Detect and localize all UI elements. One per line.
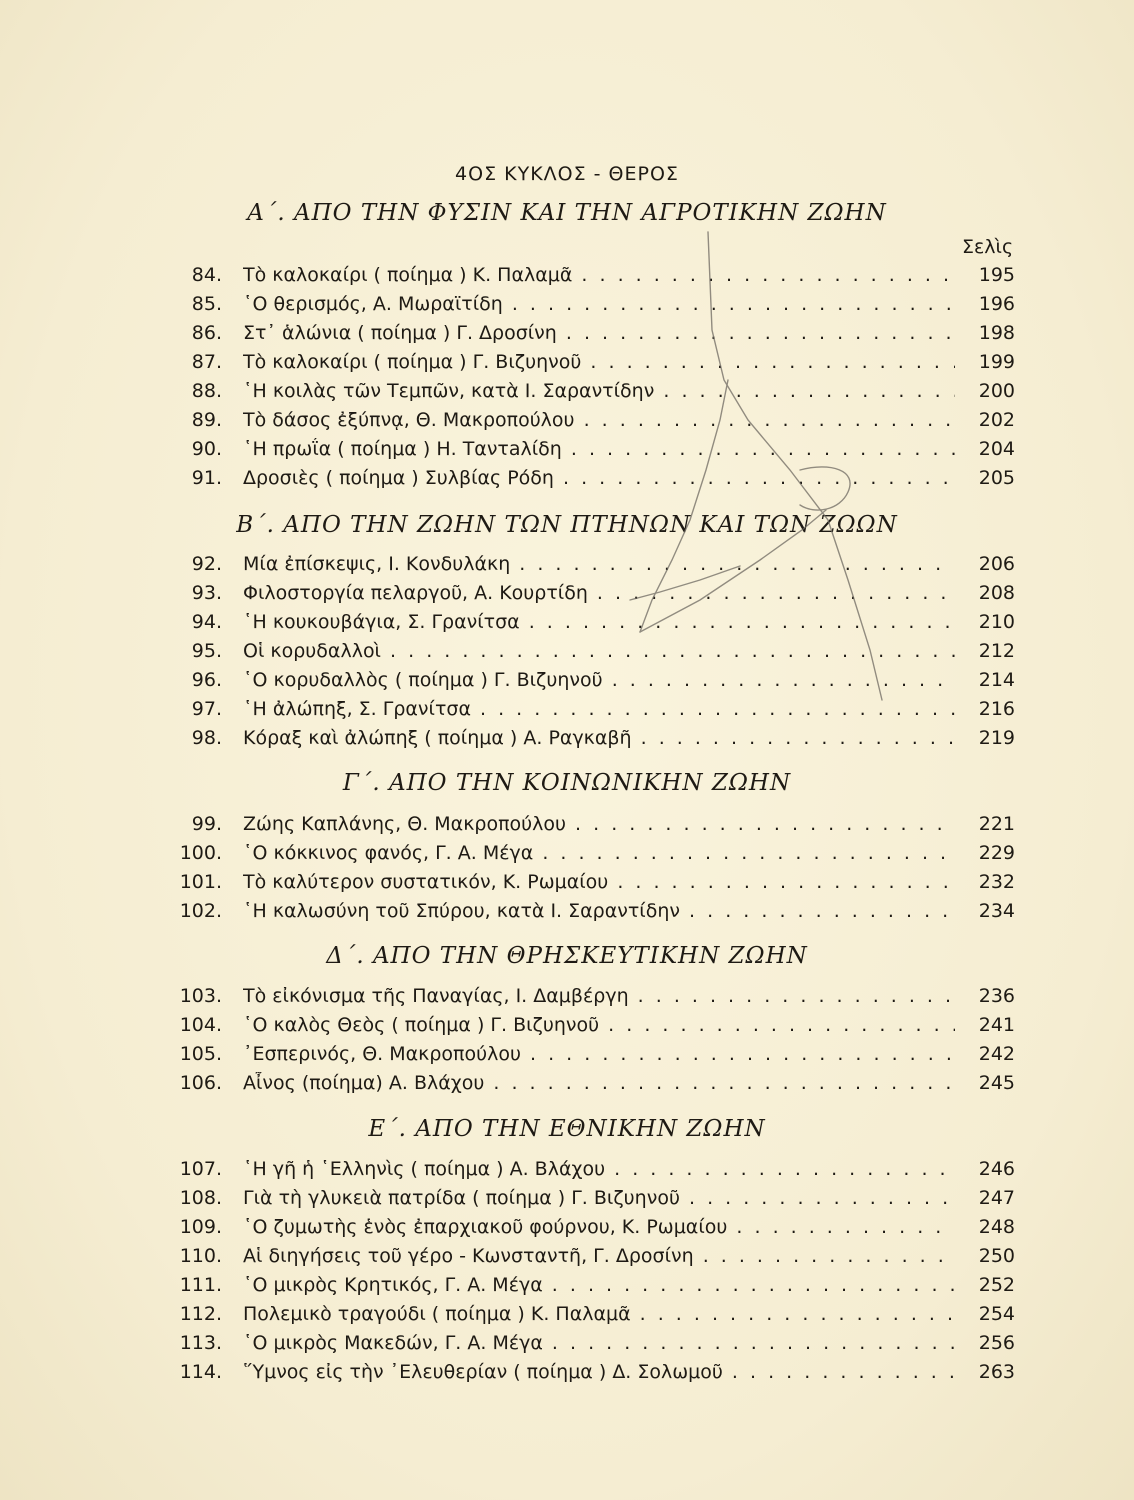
entry-number: 97. [191,698,222,720]
entry-number: 86. [191,322,222,344]
entry-page: 252 [978,1274,1015,1296]
entry-page: 229 [978,842,1015,864]
entry-number: 87. [191,351,222,373]
entry-page: 202 [978,409,1015,431]
section-heading: Ε΄. ΑΠΟ ΤΗΝ ΕΘΝΙΚΗΝ ΖΩΗΝ [368,1116,766,1142]
entry-title: ῾Ο κορυδαλλὸς ( ποίημα ) Γ. Βιζυηνοῦ . . . [243,669,955,691]
entry-page: 199 [978,351,1015,373]
entry-title: ῾Η κοιλὰς τῶν Τεμπῶν, κατὰ Ι. Σαραντίδην . . . [243,380,955,402]
toc-entry [0,1041,1134,1070]
toc-entry [0,1243,1134,1272]
entry-page: 242 [978,1043,1015,1065]
toc-entry [0,869,1134,898]
toc-entry [0,436,1134,465]
section-heading: Γ΄. ΑΠΟ ΤΗΝ ΚΟΙΝΩΝΙΚΗΝ ΖΩΗΝ [342,770,792,796]
toc-entry [0,638,1134,667]
entry-page: 216 [978,698,1015,720]
entry-number: 96. [191,669,222,691]
entry-title: Πολεμικὸ τραγούδι ( ποίημα ) Κ. Παλαμᾶ . . . [243,1303,955,1325]
toc-entry [0,1330,1134,1359]
entry-number: 109. [179,1216,222,1238]
toc-entry [0,1070,1134,1099]
entry-page: 195 [978,264,1015,286]
toc-entry [0,320,1134,349]
entry-page: 232 [978,871,1015,893]
entry-number: 111. [179,1274,222,1296]
entry-page: 234 [978,900,1015,922]
section-heading: Α΄. ΑΠΟ ΤΗΝ ΦΥΣΙΝ ΚΑΙ ΤΗΝ ΑΓΡΟΤΙΚΗΝ ΖΩΗΝ [247,200,887,226]
entry-page: 206 [978,553,1015,575]
entry-page: 208 [978,582,1015,604]
entry-page: 241 [978,1014,1015,1036]
entry-title: ῞Υμνος εἰς τὴν ᾿Ελευθερίαν ( ποίημα ) Δ. Σολωμοῦ . . . [243,1361,955,1383]
toc-entry [0,667,1134,696]
entry-number: 94. [191,611,222,633]
entry-title: Τὸ εἰκόνισμα τῆς Παναγίας, Ι. Δαμβέργη . . . [243,985,955,1007]
entry-number: 90. [191,438,222,460]
entry-page: 256 [978,1332,1015,1354]
section-heading: Β΄. ΑΠΟ ΤΗΝ ΖΩΗΝ ΤΩΝ ΠΤΗΝΩΝ ΚΑΙ ΤΩΝ ΖΩΩΝ [236,512,898,538]
entry-page: 204 [978,438,1015,460]
entry-page: 196 [978,293,1015,315]
entry-title: Αἶνος (ποίημα) Α. Βλάχου . . . [243,1072,955,1094]
cycle-header: 4ΟΣ ΚΥΚΛΟΣ - ΘΕΡΟΣ [455,163,679,185]
pages-column-label: Σελὶς [962,236,1014,258]
entry-number: 91. [191,467,222,489]
entry-title: Τὸ καλοκαίρι ( ποίημα ) Γ. Βιζυηνοῦ . . . [243,351,955,373]
entry-title: Οἱ κορυδαλλοὶ . . . [243,640,955,662]
entry-page: 214 [978,669,1015,691]
toc-entry [0,349,1134,378]
entry-number: 106. [179,1072,222,1094]
entry-number: 93. [191,582,222,604]
toc-entry [0,1214,1134,1243]
entry-title: ῾Η καλωσύνη τοῦ Σπύρου, κατὰ Ι. Σαραντίδην . . . [243,900,955,922]
entry-number: 105. [179,1043,222,1065]
toc-entry [0,983,1134,1012]
entry-title: ῾Ο ζυμωτὴς ἑνὸς ἐπαρχιακοῦ φούρνου, Κ. Ρωμαίου . . . [243,1216,955,1238]
entry-number: 113. [179,1332,222,1354]
entry-number: 104. [179,1014,222,1036]
entry-number: 110. [179,1245,222,1267]
toc-entry [0,898,1134,927]
entry-number: 92. [191,553,222,575]
entry-title: Μία ἐπίσκεψις, Ι. Κονδυλάκη . . . [243,553,955,575]
entry-title: Γιὰ τὴ γλυκειὰ πατρίδα ( ποίημα ) Γ. Βιζυηνοῦ . . . [243,1187,955,1209]
entry-title: ᾿Εσπερινός, Θ. Μακροπούλου . . . [243,1043,955,1065]
entry-page: 246 [978,1158,1015,1180]
entry-title: Ζώης Καπλάνης, Θ. Μακροπούλου . . . [243,813,955,835]
entry-title: ῾Η πρωΐα ( ποίημα ) Η. Ταντaλίδη . . . [243,438,955,460]
entry-number: 114. [179,1361,222,1383]
entry-page: 263 [978,1361,1015,1383]
entry-title: ῾Η ἀλώπηξ, Σ. Γρανίτσα . . . [243,698,955,720]
toc-entry [0,580,1134,609]
entry-number: 99. [191,813,222,835]
toc-entry [0,725,1134,754]
entry-number: 85. [191,293,222,315]
entry-page: 210 [978,611,1015,633]
section-heading: Δ΄. ΑΠΟ ΤΗΝ ΘΡΗΣΚΕΥΤΙΚΗΝ ΖΩΗΝ [326,943,808,969]
toc-entry [0,609,1134,638]
toc-entry [0,1272,1134,1301]
entry-number: 89. [191,409,222,431]
entry-page: 248 [978,1216,1015,1238]
entry-page: 219 [978,727,1015,749]
entry-title: Τὸ καλοκαίρι ( ποίημα ) Κ. Παλαμᾶ . . . [243,264,955,286]
entry-title: ῾Ο μικρὸς Κρητικός, Γ. Α. Μέγα . . . [243,1274,955,1296]
entry-page: 221 [978,813,1015,835]
entry-title: Στ᾿ ἁλώνια ( ποίημα ) Γ. Δροσίνη . . . [243,322,955,344]
entry-title: ῾Ο καλὸς Θεὸς ( ποίημα ) Γ. Βιζυηνοῦ . . . [243,1014,955,1036]
entry-page: 212 [978,640,1015,662]
toc-entry [0,1359,1134,1388]
toc-entry [0,1012,1134,1041]
entry-title: Τὸ δάσος ἐξύπνᾳ, Θ. Μακροπούλου . . . [243,409,955,431]
toc-entry [0,291,1134,320]
entry-page: 236 [978,985,1015,1007]
entry-number: 102. [179,900,222,922]
toc-entry [0,1185,1134,1214]
entry-number: 100. [179,842,222,864]
entry-number: 103. [179,985,222,1007]
entry-page: 247 [978,1187,1015,1209]
toc-entry [0,1156,1134,1185]
entry-number: 95. [191,640,222,662]
entry-title: Κόραξ καὶ ἀλώπηξ ( ποίημα ) Α. Ραγκαβῆ . . . [243,727,955,749]
toc-entry [0,1301,1134,1330]
entry-number: 84. [191,264,222,286]
entry-title: Δροσιὲς ( ποίημα ) Συλβίας Ρόδη . . . [243,467,955,489]
entry-number: 88. [191,380,222,402]
toc-entry [0,840,1134,869]
entry-title: Τὸ καλύτερον συστατικόν, Κ. Ρωμαίου . . . [243,871,955,893]
toc-entry [0,378,1134,407]
entry-title: ῾Ο μικρὸς Μακεδών, Γ. Α. Μέγα . . . [243,1332,955,1354]
entry-number: 108. [179,1187,222,1209]
toc-entry [0,551,1134,580]
entry-number: 101. [179,871,222,893]
entry-title: ῾Η κουκουβάγια, Σ. Γρανίτσα . . . [243,611,955,633]
toc-entry [0,262,1134,291]
entry-number: 107. [179,1158,222,1180]
entry-number: 112. [179,1303,222,1325]
entry-page: 198 [978,322,1015,344]
entry-page: 254 [978,1303,1015,1325]
toc-entry [0,696,1134,725]
entry-page: 200 [978,380,1015,402]
entry-page: 250 [978,1245,1015,1267]
entry-title: ῾Ο κόκκινος φανός, Γ. Α. Μέγα . . . [243,842,955,864]
toc-entry [0,465,1134,494]
entry-title: ῾Η γῆ ἡ ῾Ελληνὶς ( ποίημα ) Α. Βλάχου . . . [243,1158,955,1180]
entry-title: Φιλοστοργία πελαργοῦ, Α. Κουρτίδη . . . [243,582,955,604]
entry-page: 245 [978,1072,1015,1094]
toc-entry [0,811,1134,840]
entry-page: 205 [978,467,1015,489]
toc-entry [0,407,1134,436]
entry-title: ῾Ο θερισμός, Α. Μωραϊτίδη . . . [243,293,955,315]
entry-number: 98. [191,727,222,749]
entry-title: Αἱ διηγήσεις τοῦ γέρο - Κωνσταντῆ, Γ. Δροσίνη . . . [243,1245,955,1267]
